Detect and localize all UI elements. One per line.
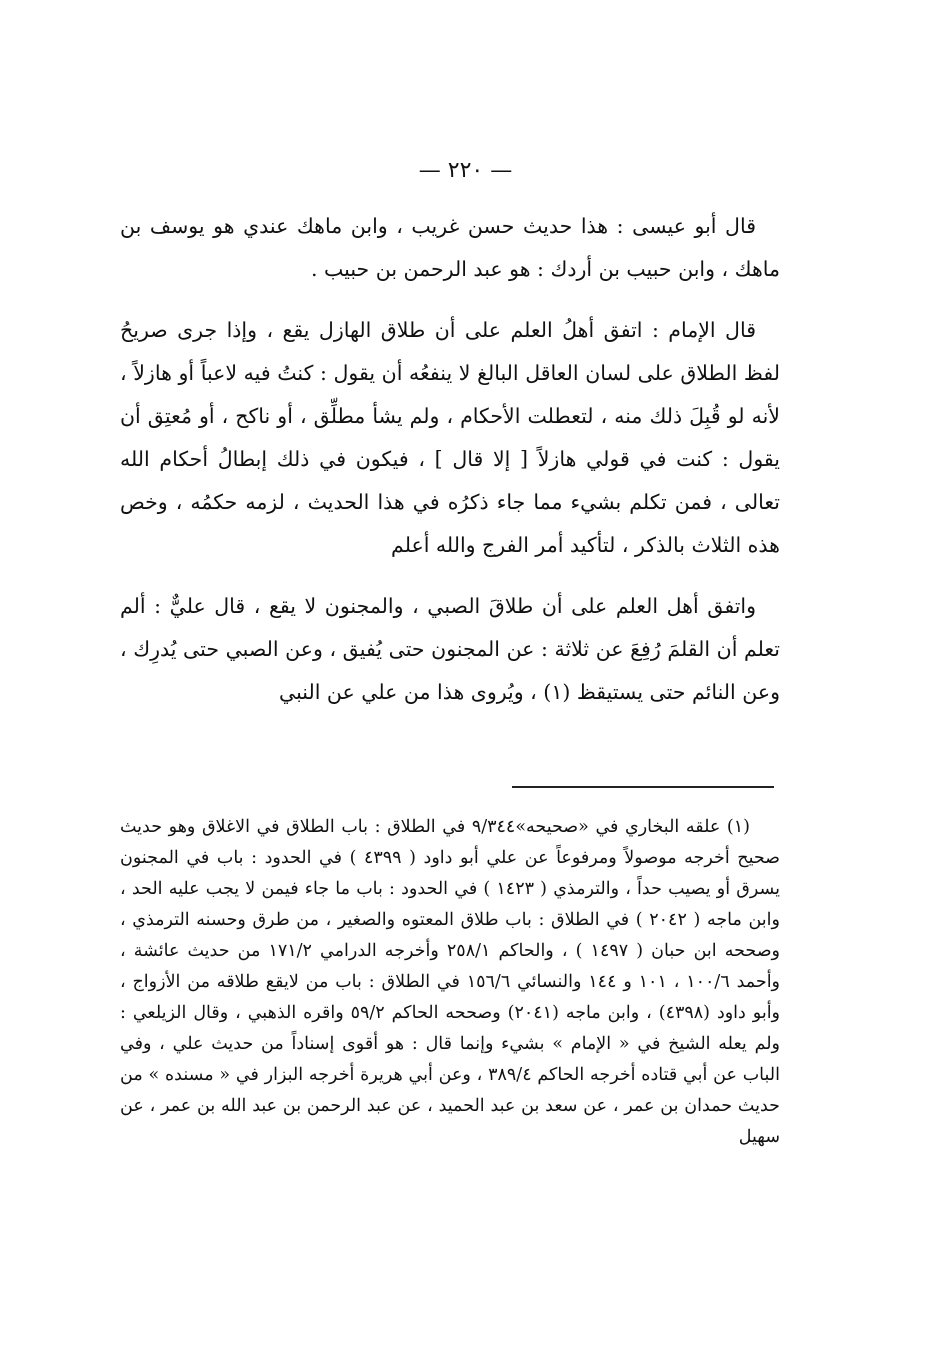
footnote: (١) علقه البخاري في «صحيحه»٩/٣٤٤ في الطلاق : باب الطلاق في الاغلاق وهو حديث صحيح أخرجه موصولاً ومرفوعاً عن علي أبو داود ( ٤٣٩٩ ) في الحدود : باب في المجنون يسرق أو يصيب حداً ، والترمذي ( ١٤٢٣ ) في الحدود : باب ما جاء فيمن لا يجب عليه الحد ، وابن ماجه ( ٢٠٤٢ ) في الطلاق : باب طلاق المعتوه والصغير ، من طرق وحسنه الترمذي ، وصححه ابن حبان ( ١٤٩٧ ) ، والحاكم ٢٥٨/١ وأخرجه الدرامي ١٧١/٢ من حديث عائشة ، وأحمد ١٠٠/٦ ، ١٠١ و ١٤٤ والنسائي ١٥٦/٦ في الطلاق : باب من لايقع طلاقه من الأزواج ، وأبو داود (٤٣٩٨) ، وابن ماجه (٢٠٤١) وصححه الحاكم ٥٩/٢ واقره الذهبي ، وقال الزيلعي : ولم يعله الشيخ في « الإمام » بشيء وإنما قال : هو أقوى إسناداً من حديث علي ، وفي الباب عن أبي قتاده أخرجه الحاكم ٣٨٩/٤ ، وعن أبي هريرة أخرجه البزار في « مسنده » من حديث حمدان بن عمر ، عن سعد بن عبد الحميد ، عن عبد الرحمن بن عبد الله بن عمر ، عن سهيل xyxy=(120,817,781,1147)
paragraph: واتفق أهل العلم على أن طلاقَ الصبي ، والمجنون لا يقع ، قال عليٌّ : ألم تعلم أن القلمَ رُفِعَ عن ثلاثة : عن المجنون حتى يُفيق ، وعن الصبي حتى يُدرِك ، وعن النائم حتى يستيقظ (١) ، ويُروى هذا من علي عن النبي xyxy=(120,594,780,704)
footnote-divider xyxy=(512,786,774,788)
paragraph: قال أبو عيسى : هذا حديث حسن غريب ، وابن ماهك عندي هو يوسف بن ماهك ، وابن حبيب بن أردك : هو عبد الرحمن بن حبيب . xyxy=(120,214,780,281)
page-number: — ٢٢٠ — xyxy=(418,158,513,183)
main-text xyxy=(120,205,780,732)
paragraph: قال الإمام : اتفق أهلُ العلم على أن طلاق الهازل يقع ، وإذا جرى صريحُ لفظ الطلاق على لسان العاقل البالغ لا ينفعُه أن يقول : كنتُ فيه لاعباً أو هازلاً ، لأنه لو قُبِلَ ذلك منه ، لتعطلت الأحكام ، ولم يشأ مطلِّق ، أو ناكح ، أو مُعتِق أن يقول : كنت في قولي هازلاً [ إلا قال ] ، فيكون في ذلك إبطالُ أحكام الله تعالى ، فمن تكلم بشيء مما جاء ذكرُه في هذا الحديث ، لزمه حكمُه ، وخص هذه الثلاث بالذكر ، لتأكيد أمر الفرج والله أعلم xyxy=(120,318,780,557)
